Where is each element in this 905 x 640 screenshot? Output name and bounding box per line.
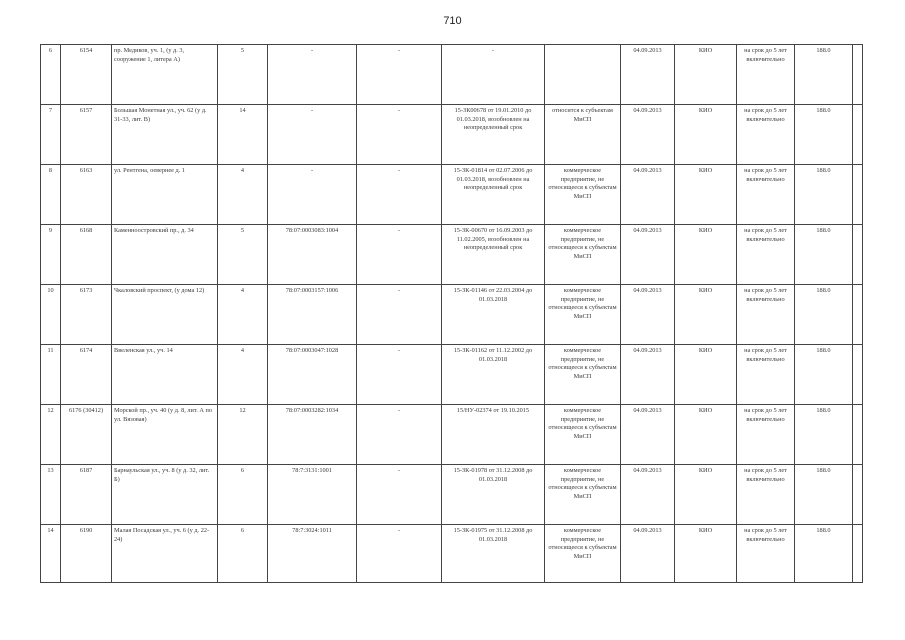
cell-cadastre: - (268, 165, 357, 225)
cell-blank (853, 405, 863, 465)
cell-cadastre: 78:07:0003157:1006 (268, 285, 357, 345)
cell-blank (853, 345, 863, 405)
cell-category: коммерческое предприятие, не относящееся к субъектам МиСП (545, 405, 621, 465)
cell-col5: - (357, 345, 442, 405)
cell-zone: 188.0 (795, 165, 853, 225)
cell-blank (853, 225, 863, 285)
cell-term: на срок до 5 лет включительно (737, 165, 795, 225)
cell-term: на срок до 5 лет включительно (737, 465, 795, 525)
cell-authority: КИО (675, 525, 737, 583)
cell-category: относится к субъектам МиСП (545, 105, 621, 165)
cell-area: 6 (218, 525, 268, 583)
cell-blank (853, 285, 863, 345)
cell-address: ул. Рентгена, оевернее д. 1 (112, 165, 218, 225)
cell-area: 14 (218, 105, 268, 165)
cell-term: на срок до 5 лет включительно (737, 225, 795, 285)
table-row (41, 465, 863, 525)
cell-code: 6176 (30412) (61, 405, 112, 465)
cell-area: 12 (218, 405, 268, 465)
cell-category: коммерческое предприятие, не относящееся к субъектам МиСП (545, 165, 621, 225)
cell-zone: 188.0 (795, 285, 853, 345)
cell-contract: 15-ЗК-01975 от 31.12.2008 до 01.03.2018 (442, 525, 545, 583)
cell-date: 04.09.2013 (621, 105, 675, 165)
cell-code: 6168 (61, 225, 112, 285)
cell-code: 6154 (61, 45, 112, 105)
cell-term: на срок до 5 лет включительно (737, 45, 795, 105)
cell-contract: 15-ЗК-01814 от 02.07.2006 до 01.03.2018, возобновлен на неопределенный срок (442, 165, 545, 225)
cell-col5: - (357, 405, 442, 465)
cell-zone: 188.0 (795, 405, 853, 465)
cell-authority: КИО (675, 225, 737, 285)
cell-cadastre: 78:07:0003047:1028 (268, 345, 357, 405)
cell-blank (853, 165, 863, 225)
cell-address: Ввеленская ул., уч. 14 (112, 345, 218, 405)
cell-col5: - (357, 285, 442, 345)
cell-code: 6187 (61, 465, 112, 525)
cell-area: 5 (218, 45, 268, 105)
cell-area: 4 (218, 285, 268, 345)
cell-col5: - (357, 465, 442, 525)
cell-term: на срок до 5 лет включительно (737, 405, 795, 465)
cell-no: 7 (41, 105, 61, 165)
cell-address: Малая Посадская ул., уч. 6 (у д. 22-24) (112, 525, 218, 583)
cell-authority: КИО (675, 345, 737, 405)
cell-area: 4 (218, 165, 268, 225)
cell-no: 9 (41, 225, 61, 285)
table-row (41, 105, 863, 165)
cell-no: 12 (41, 405, 61, 465)
cell-authority: КИО (675, 405, 737, 465)
cell-col5: - (357, 105, 442, 165)
cell-authority: КИО (675, 105, 737, 165)
page-number: 710 (443, 15, 462, 27)
table-row (41, 165, 863, 225)
table-row (41, 45, 863, 105)
cell-address: Барнаульская ул., уч. 8 (у д. 32, лит. Б) (112, 465, 218, 525)
cell-cadastre: 78:07:0003282:1034 (268, 405, 357, 465)
table-row (41, 345, 863, 405)
cell-contract: 15-ЗК-01146 от 22.03.2004 до 01.03.2018 (442, 285, 545, 345)
cell-contract: 15-ЗК-00670 от 16.09.2003 до 11.02.2005, возобновлен на неопределенный срок (442, 225, 545, 285)
cell-area: 5 (218, 225, 268, 285)
cell-blank (853, 45, 863, 105)
cell-cadastre: 78:7:3131:1001 (268, 465, 357, 525)
cell-code: 6173 (61, 285, 112, 345)
cell-term: на срок до 5 лет включительно (737, 105, 795, 165)
table-row (41, 285, 863, 345)
cell-code: 6157 (61, 105, 112, 165)
cell-no: 6 (41, 45, 61, 105)
table-row (41, 225, 863, 285)
cell-authority: КИО (675, 465, 737, 525)
cell-cadastre: - (268, 45, 357, 105)
cell-blank (853, 525, 863, 583)
cell-zone: 188.0 (795, 105, 853, 165)
cell-category: коммерческое предприятие, не относящееся к субъектам МиСП (545, 225, 621, 285)
registry-table (40, 44, 863, 583)
cell-date: 04.09.2013 (621, 285, 675, 345)
cell-blank (853, 105, 863, 165)
cell-date: 04.09.2013 (621, 345, 675, 405)
table-row (41, 405, 863, 465)
cell-category (545, 45, 621, 105)
table-row (41, 525, 863, 583)
cell-date: 04.09.2013 (621, 465, 675, 525)
cell-term: на срок до 5 лет включительно (737, 525, 795, 583)
cell-address: Каменноостровский пр., д. 34 (112, 225, 218, 285)
cell-term: на срок до 5 лет включительно (737, 345, 795, 405)
cell-category: коммерческое предприятие, не относящееся к субъектам МиСП (545, 525, 621, 583)
cell-authority: КИО (675, 285, 737, 345)
cell-code: 6163 (61, 165, 112, 225)
cell-cadastre: 78:07:0003083:1004 (268, 225, 357, 285)
cell-area: 6 (218, 465, 268, 525)
cell-contract: 15/НУ-02374 от 19.10.2015 (442, 405, 545, 465)
cell-area: 4 (218, 345, 268, 405)
cell-col5: - (357, 525, 442, 583)
cell-contract: 15-ЗК-01162 от 11.12.2002 до 01.03.2018 (442, 345, 545, 405)
cell-blank (853, 465, 863, 525)
cell-no: 8 (41, 165, 61, 225)
cell-date: 04.09.2013 (621, 225, 675, 285)
cell-no: 11 (41, 345, 61, 405)
cell-zone: 188.0 (795, 45, 853, 105)
cell-zone: 188.0 (795, 525, 853, 583)
cell-no: 13 (41, 465, 61, 525)
cell-date: 04.09.2013 (621, 165, 675, 225)
cell-address: Чкаловский проспект, (у дома 12) (112, 285, 218, 345)
cell-address: Большая Монетная ул., уч. 62 (у д. 31-33, лит. В) (112, 105, 218, 165)
cell-col5: - (357, 45, 442, 105)
cell-category: коммерческое предприятие, не относящееся к субъектам МиСП (545, 345, 621, 405)
cell-no: 10 (41, 285, 61, 345)
cell-code: 6190 (61, 525, 112, 583)
cell-term: на срок до 5 лет включительно (737, 285, 795, 345)
cell-contract: 15-ЗК-01978 от 31.12.2008 до 01.03.2018 (442, 465, 545, 525)
cell-col5: - (357, 165, 442, 225)
cell-cadastre: - (268, 105, 357, 165)
cell-zone: 188.0 (795, 345, 853, 405)
cell-date: 04.09.2013 (621, 405, 675, 465)
cell-category: коммерческое предприятие, не относящееся к субъектам МиСП (545, 465, 621, 525)
cell-contract: 15-ЗК00678 от 19.01.2010 до 01.03.2018, возобновлен на неопределенный срок (442, 105, 545, 165)
cell-zone: 188.0 (795, 465, 853, 525)
cell-no: 14 (41, 525, 61, 583)
cell-category: коммерческое предприятие, не относящееся к субъектам МиСП (545, 285, 621, 345)
cell-col5: - (357, 225, 442, 285)
cell-zone: 188.0 (795, 225, 853, 285)
cell-date: 04.09.2013 (621, 45, 675, 105)
cell-address: Морской пр., уч. 40 (у д. 8, лит. А по ул. Вязовая) (112, 405, 218, 465)
cell-date: 04.09.2013 (621, 525, 675, 583)
cell-contract: - (442, 45, 545, 105)
cell-code: 6174 (61, 345, 112, 405)
cell-authority: КИО (675, 45, 737, 105)
cell-authority: КИО (675, 165, 737, 225)
cell-address: пр. Медиков, уч. 1, (у д. 3, сооружение 1, литера А) (112, 45, 218, 105)
cell-cadastre: 78:7:3024:1011 (268, 525, 357, 583)
